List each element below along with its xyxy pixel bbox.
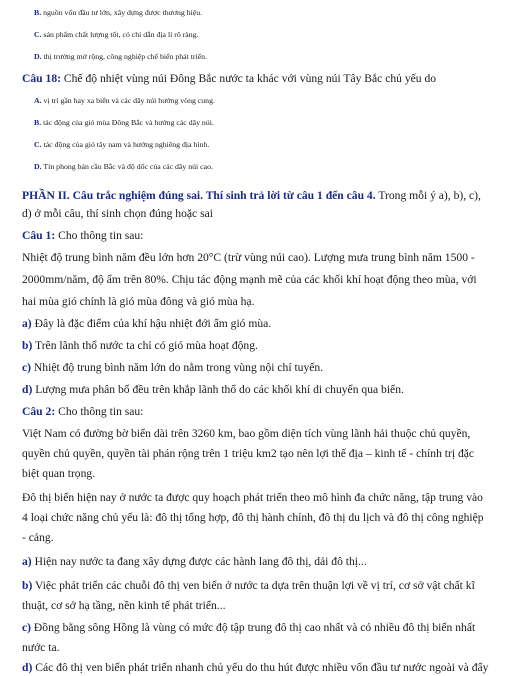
c2-item-b: b) Việc phát triển các chuỗi đô thị ven biển ở nước ta dựa trên thuận lợi về vị trí, cơ sở vật chất kĩ	[22, 579, 475, 592]
q18-option-d: D. Tín phong bán cầu Bắc và độ dốc của các dãy núi cao.	[34, 162, 213, 171]
part-2-instruction: d) ở mỗi câu, thí sinh chọn đúng hoặc sai	[22, 207, 213, 220]
c2-item-a: a) Hiện nay nước ta đang xây dựng được các hành lang đô thị, dải đô thị...	[22, 555, 367, 568]
part-2-heading: PHẦN II. Câu trắc nghiệm đúng sai. Thí sinh trả lời từ câu 1 đến câu 4. Trong mỗi ý a), b), c),	[22, 189, 481, 202]
c1-item-d: d) Lượng mưa phân bố đều trên khắp lãnh thổ do các khối khí di chuyển qua biển.	[22, 383, 404, 396]
c2-item-c: c) Đồng bằng sông Hồng là vùng có mức độ tập trung đô thị cao nhất và có nhiều đô thị biển nhất	[22, 621, 476, 634]
option-b: B. nguồn vốn đầu tư lớn, xây dựng được thương hiệu.	[34, 8, 203, 17]
question-1: Câu 1: Cho thông tin sau:	[22, 229, 144, 242]
c2-para1-line-3: biệt quan trọng.	[22, 467, 96, 480]
c1-para-line-3: hai mùa gió chính là gió mùa đông và gió mùa hạ.	[22, 295, 255, 308]
c2-item-d: d) Các đô thị ven biển phát triển nhanh chủ yếu do thu hút được nhiều vốn đầu tư nước ngoài và đẩy	[22, 661, 489, 674]
c1-item-c: c) Nhiệt độ trung bình năm lớn do nằm trong vùng nội chí tuyến.	[22, 361, 324, 374]
c2-para1-line-1: Việt Nam có đường bờ biển dài trên 3260 km, bao gồm diện tích vùng lãnh hải thuộc chủ quyền,	[22, 427, 471, 440]
question-2: Câu 2: Cho thông tin sau:	[22, 405, 144, 418]
c2-para2-line-3: - cảng.	[22, 531, 54, 544]
c2-para2-line-2: 4 loại chức năng chủ yếu là: đô thị tổng hợp, đô thị hành chính, đô thị du lịch và đô thị công nghiệp	[22, 511, 484, 524]
c1-para-line-1: Nhiệt độ trung bình năm đều lớn hơn 20°C (trừ vùng núi cao). Lượng mưa trung bình năm 1500 -	[22, 251, 475, 264]
c2-para2-line-1: Đô thị biển hiện nay ở nước ta được quy hoạch phát triển theo mô hình đa chức năng, tập trung vào	[22, 491, 483, 504]
c1-item-b: b) Trên lãnh thổ nước ta chỉ có gió mùa hoạt động.	[22, 339, 258, 352]
c2-item-b-cont: thuật, cơ sở hạ tầng, nền kinh tế phát triển...	[22, 599, 226, 612]
c1-para-line-2: 2000mm/năm, độ ẩm trên 80%. Chịu tác động mạnh mẽ của các khối khí hoạt động theo mùa, với	[22, 273, 477, 286]
c2-para1-line-2: quyền chủ quyền, quyền tài phán rộng trên 1 triệu km2 tạo nên lợi thế địa – kinh tế - chính trị đặc	[22, 447, 475, 460]
q18-option-b: B. tác động của gió mùa Đông Bắc và hướng các dãy núi.	[34, 118, 214, 127]
option-d: D. thị trường mở rộng, công nghiệp chế biến phát triển.	[34, 52, 207, 61]
option-c: C. sản phẩm chất lượng tốt, có chỉ dẫn địa lí rõ ràng.	[34, 30, 199, 39]
q18-option-a: A. vị trí gần hay xa biển và các dãy núi hướng vòng cung.	[34, 96, 215, 105]
c1-item-a: a) Đây là đặc điểm của khí hậu nhiệt đới ẩm gió mùa.	[22, 317, 272, 330]
q18-option-c: C. tác động của gió tây nam và hướng nghiêng địa hình.	[34, 140, 210, 149]
c2-item-c-cont: nước ta.	[22, 641, 60, 654]
question-18: Câu 18: Chế độ nhiệt vùng núi Đông Bắc nước ta khác với vùng núi Tây Bắc chủ yếu do	[22, 72, 437, 85]
